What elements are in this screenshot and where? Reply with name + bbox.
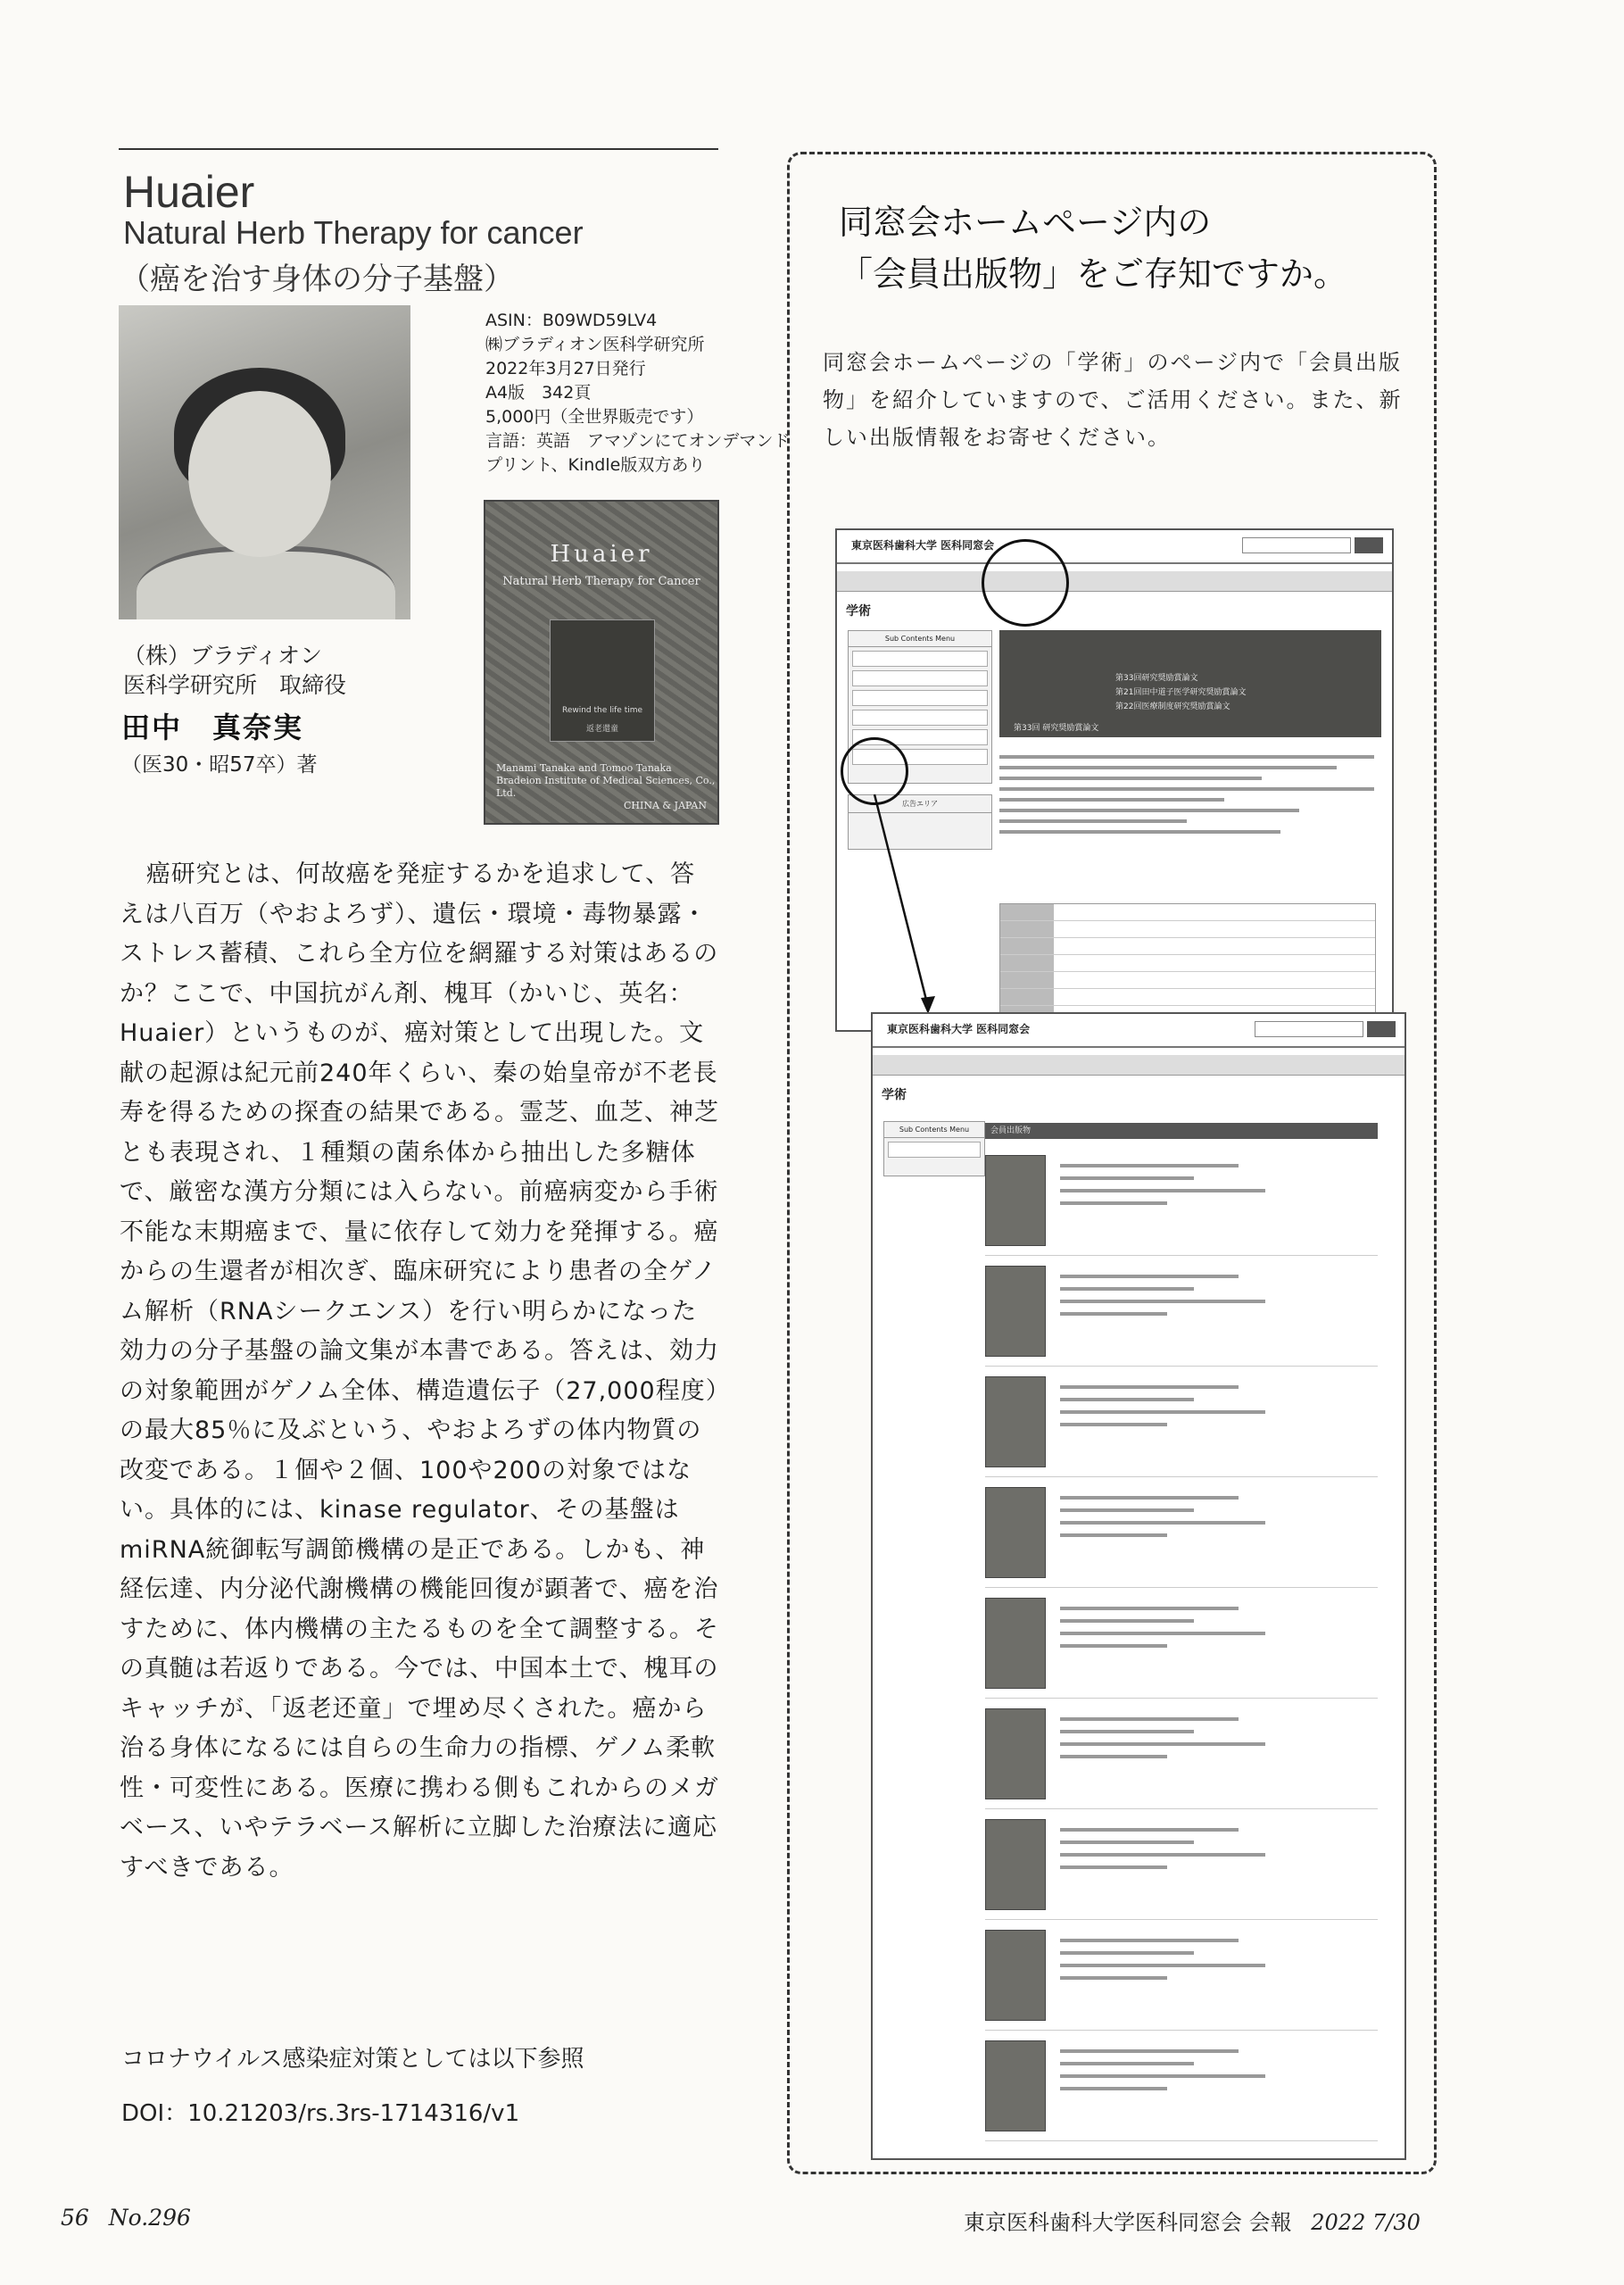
publication-name: 東京医科歯科大学医科同窓会 会報 [964,2210,1292,2235]
website-screenshot-publications [871,1012,1406,2160]
publication-list-item [985,1812,1378,1920]
cover-location: CHINA & JAPAN [623,800,707,811]
site-search-box [1255,1021,1363,1037]
publication-date: 2022 7/30 [1311,2210,1421,2235]
notice-body: 同窓会ホームページの「学術」のページ内で「会員出版物」を紹介していますので、ご活用ください。また、新しい出版情報をお寄せください。 [823,350,1403,450]
footer-page [61,2205,191,2231]
publication-thumbnail [985,1266,1046,1357]
notice-headline [839,196,1347,300]
site-logo: 東京医科歯科大学 医科同窓会 [851,539,995,552]
publication-list-item [985,1480,1378,1588]
page-number: 56 [61,2205,89,2231]
publication-list-item [985,1259,1378,1367]
cover-panel [550,619,655,742]
site-hero [999,630,1381,737]
top-rule [119,148,718,150]
publication-thumbnail [985,1930,1046,2021]
site-nav [837,571,1392,592]
publication-thumbnail [985,2040,1046,2131]
cover-panel-text2: 返老還童 [585,725,618,734]
publication-thumbnail [985,1487,1046,1578]
site-table [999,903,1376,1024]
edition-note: プリント、Kindle版双方あり [485,455,706,475]
cover-author-names: Manami Tanaka and Tomoo Tanaka [496,762,672,774]
language: 言語：英語 アマゾンにてオンデマンド [485,431,791,451]
hero-banner: 第33回 研究奨励賞論文 [1014,724,1099,733]
book-subtitle-jp: （癌を治す身体の分子基盤） [120,262,514,297]
cover-panel-text1: Rewind the life time [561,706,643,715]
site-search-box [1242,537,1351,553]
cover-title: Huaier [550,541,653,568]
article-doi: DOI：10.21203/rs.3rs-1714316/v1 [121,2100,520,2127]
site-search-button [1367,1021,1396,1037]
site-search-button [1355,537,1383,553]
author-class: （医30・昭57卒）著 [121,753,318,777]
cover-publisher: Bradeion Institute of Medical Sciences, Co., Ltd. [496,775,716,799]
hero-line1: 第33回研究奨励賞論文 [1115,674,1198,683]
author-photo [119,305,410,619]
cover-authors [496,762,717,812]
affiliation-line2: 医科学研究所 取締役 [123,672,347,698]
publication-list-item [985,1148,1378,1256]
ad-area-label: 広告エリア [849,795,991,813]
highlight-circle-nav [982,539,1069,627]
book-subtitle: Natural Herb Therapy for cancer [123,214,584,251]
asin: ASIN：B09WD59LV4 [485,311,658,330]
publication-list-item [985,1923,1378,2031]
site-page-title: 学術 [846,604,871,619]
book-metadata [485,309,789,478]
cover-subtitle: Natural Herb Therapy for Cancer [502,575,700,588]
publication-thumbnail [985,1155,1046,1246]
publications-list-header: 会員出版物 [985,1123,1378,1139]
hero-line2: 第21回田中道子医学研究奨励賞論文 [1115,688,1247,697]
book-title: Huaier [123,167,255,217]
publication-list-item [985,1369,1378,1477]
article-paragraph: 癌研究とは、何故癌を発症するかを追求して、答えは八百万（やおよろず）、遺伝・環境・毒物暴露・ストレス蓄積、これら全方位を網羅する対策はあるのか？ここで、中国抗がん剤、槐耳（かいじ、英名：Huaier）というものが、癌対策として出現した。文献の起源は紀元前240年くらい、秦の始皇帝が不老長寿を得るための探査の結果である。霊芝、血芝、神芝とも表現され、１種類の菌糸体から抽出した多糖体で、厳密な漢方分類には入らない。前癌病変から手術不能な末期癌まで、量に依存して効力を発揮する。癌からの生還者が相次ぎ、臨床研究により患者の全ゲノム解析（RNAシークエンス）を行い明らかになった効力の分子基盤の論文集が本書である。答えは、効力の対象範囲がゲノム全体、構造遺伝子（27,000程度）の最大85％に及ぶという、やおよろずの体内物質の改変である。１個や２個、100や200の対象ではない。具体的には、kinase regulator、その基盤はmiRNA統御転写調節機構の是正である。しかも、神経伝達、内分泌代謝機構の機能回復が顕著で、癌を治すために、体内機構の主たるものを全て調整する。その真髄は若返りである。今では、中国本土で、槐耳のキャッチが、「返老还童」で埋め尽くされた。癌から治る身体になるには自らの生命力の指標、ゲノム柔軟性・可変性にある。医療に携わる側もこれからのメガベース、いやテラベース解析に立脚した治療法に適応すべきである。 [120,860,719,1882]
article-note: コロナウイルス感染症対策としては以下参照 [121,2046,584,2073]
issue-number: No.296 [108,2205,191,2231]
notice-headline-line1: 同窓会ホームページ内の [839,203,1212,242]
hero-line3: 第22回医療制度研究奨励賞論文 [1115,702,1230,711]
publication-list-item [985,2033,1378,2141]
affiliation-line1: （株）ブラディオン [123,643,323,669]
site-page-title: 学術 [882,1088,907,1102]
book-cover [484,500,719,825]
format-pages: A4版 342頁 [485,383,592,403]
price: 5,000円（全世界販売です） [485,407,704,427]
article-body [120,855,719,1888]
publisher: ㈱ブラディオン医科学研究所 [485,335,705,354]
sidebar-header: Sub Contents Menu [849,631,991,647]
publication-thumbnail [985,1819,1046,1910]
author-affiliation [123,641,346,700]
site-header [837,530,1392,564]
site-header [873,1014,1404,1048]
footer-publication [964,2205,1421,2236]
publication-list-item [985,1701,1378,1809]
arrow-icon [857,785,946,1018]
publication-thumbnail [985,1708,1046,1799]
publication-list-item [985,1591,1378,1699]
sidebar-header: Sub Contents Menu [884,1122,984,1138]
notice-headline-line2: 「会員出版物」をご存知ですか。 [839,254,1348,294]
site-sidebar [883,1121,985,1176]
site-nav [873,1055,1404,1076]
publication-thumbnail [985,1598,1046,1689]
publication-thumbnail [985,1376,1046,1467]
publish-date: 2022年3月27日発行 [485,359,646,378]
author-name: 田中 真奈実 [121,710,304,744]
site-logo: 東京医科歯科大学 医科同窓会 [887,1023,1031,1035]
site-body-text [999,748,1374,841]
